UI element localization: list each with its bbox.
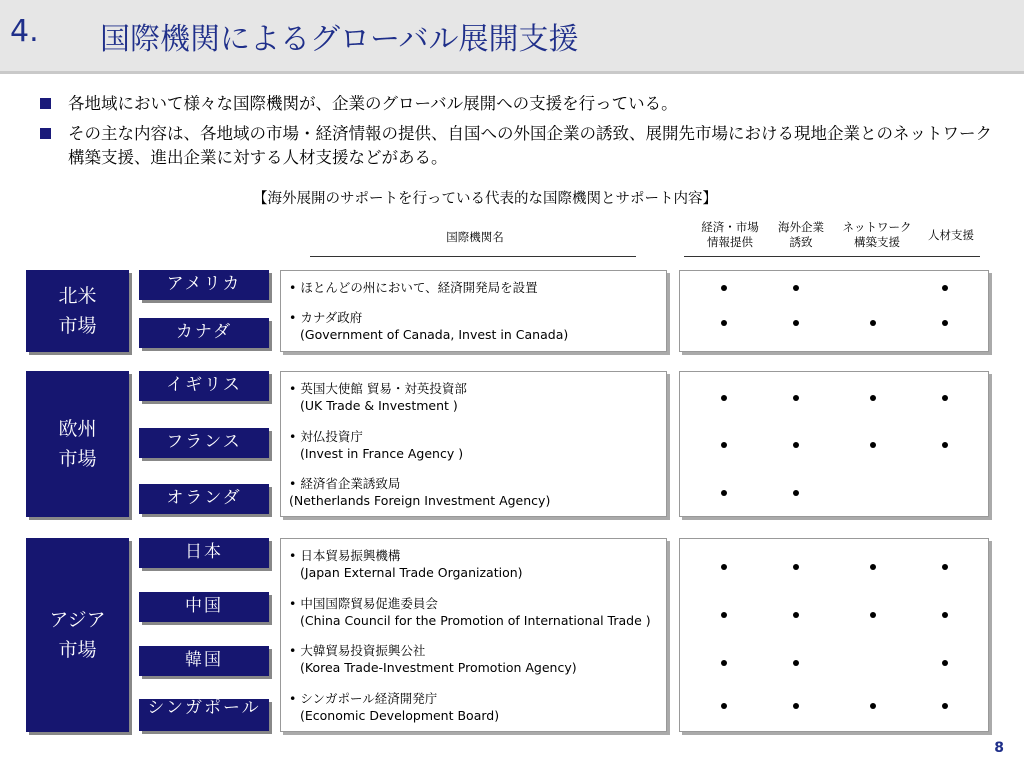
title-bar — [0, 0, 1024, 74]
support-dot — [870, 442, 876, 448]
support-dot — [721, 703, 727, 709]
page-number: 8 — [994, 740, 1004, 756]
support-dot — [721, 320, 727, 326]
support-dot — [942, 395, 948, 401]
support-dot — [942, 564, 948, 570]
region-asia: アジア 市場 — [26, 538, 129, 732]
header-underline — [684, 256, 980, 257]
support-dot — [942, 612, 948, 618]
country-france: フランス — [139, 428, 269, 458]
support-dot — [942, 660, 948, 666]
support-dot — [942, 703, 948, 709]
col-header-attraction: 海外企業 誘致 — [778, 220, 824, 249]
support-dot — [870, 564, 876, 570]
support-box-north-america — [679, 270, 989, 352]
support-dot — [721, 442, 727, 448]
support-dot — [793, 660, 799, 666]
org-entry: • シンガポール経済開発庁 (Economic Development Board) — [289, 691, 500, 723]
section-number: 4. — [10, 14, 39, 49]
org-entry: • 対仏投資庁 (Invest in France Agency ) — [289, 429, 464, 461]
col-header-market-info: 経済・市場 情報提供 — [701, 220, 759, 249]
support-dot — [721, 612, 727, 618]
support-dot — [793, 703, 799, 709]
support-dot — [793, 395, 799, 401]
org-entry: • カナダ政府 (Government of Canada, Invest in Canada) — [289, 310, 569, 342]
table-caption: 【海外展開のサポートを行っている代表的な国際機関とサポート内容】 — [253, 191, 717, 207]
support-dot — [721, 285, 727, 291]
org-box-north-america — [280, 270, 667, 352]
support-dot — [793, 285, 799, 291]
bullet-text: 各地域において様々な国際機関が、企業のグローバル展開への支援を行っている。 — [68, 94, 678, 113]
support-dot — [721, 660, 727, 666]
support-dot — [870, 395, 876, 401]
org-box-asia — [280, 538, 667, 732]
country-korea: 韓国 — [139, 646, 269, 676]
country-uk: イギリス — [139, 371, 269, 401]
support-dot — [721, 564, 727, 570]
org-box-europe — [280, 371, 667, 517]
org-column-header: 国際機関名 — [446, 230, 504, 244]
support-dot — [793, 490, 799, 496]
org-entry: • 英国大使館 貿易・対英投資部 (UK Trade & Investment ) — [289, 381, 467, 413]
region-europe: 欧州 市場 — [26, 371, 129, 517]
support-dot — [870, 703, 876, 709]
support-dot — [942, 320, 948, 326]
country-singapore: シンガポール — [139, 699, 269, 731]
org-entry: • ほとんどの州において、経済開発局を設置 — [289, 280, 538, 295]
bullet-text: その主な内容は、各地域の市場・経済情報の提供、自国への外国企業の誘致、展開先市場における現地企業とのネットワーク構築支援、進出企業に対する人材支援などがある。 — [68, 124, 992, 167]
org-entry: • 大韓貿易投資振興公社 (Korea Trade-Investment Promotion Agency) — [289, 643, 577, 675]
org-entry: • 経済省企業誘致局 (Netherlands Foreign Investment Agency) — [289, 476, 551, 508]
support-dot — [793, 320, 799, 326]
support-dot — [721, 395, 727, 401]
country-netherlands: オランダ — [139, 484, 269, 514]
square-bullet-icon — [40, 128, 51, 139]
header-underline — [310, 256, 636, 257]
support-dot — [793, 564, 799, 570]
support-dot — [793, 612, 799, 618]
country-japan: 日本 — [139, 538, 269, 568]
support-dot — [721, 490, 727, 496]
square-bullet-icon — [40, 98, 51, 109]
support-dot — [793, 442, 799, 448]
org-entry: • 日本貿易振興機構 (Japan External Trade Organization) — [289, 548, 523, 580]
country-usa: アメリカ — [139, 270, 269, 300]
support-dot — [942, 442, 948, 448]
support-dot — [942, 285, 948, 291]
org-entry: • 中国国際貿易促進委員会 (China Council for the Promotion of International Trade ) — [289, 596, 651, 628]
col-header-network: ネットワーク 構築支援 — [842, 220, 912, 249]
region-north-america: 北米 市場 — [26, 270, 129, 352]
col-header-hr: 人材支援 — [928, 228, 974, 242]
support-dot — [870, 612, 876, 618]
page-title: 国際機関によるグローバル展開支援 — [100, 22, 579, 57]
country-china: 中国 — [139, 592, 269, 622]
support-dot — [870, 320, 876, 326]
country-canada: カナダ — [139, 318, 269, 348]
